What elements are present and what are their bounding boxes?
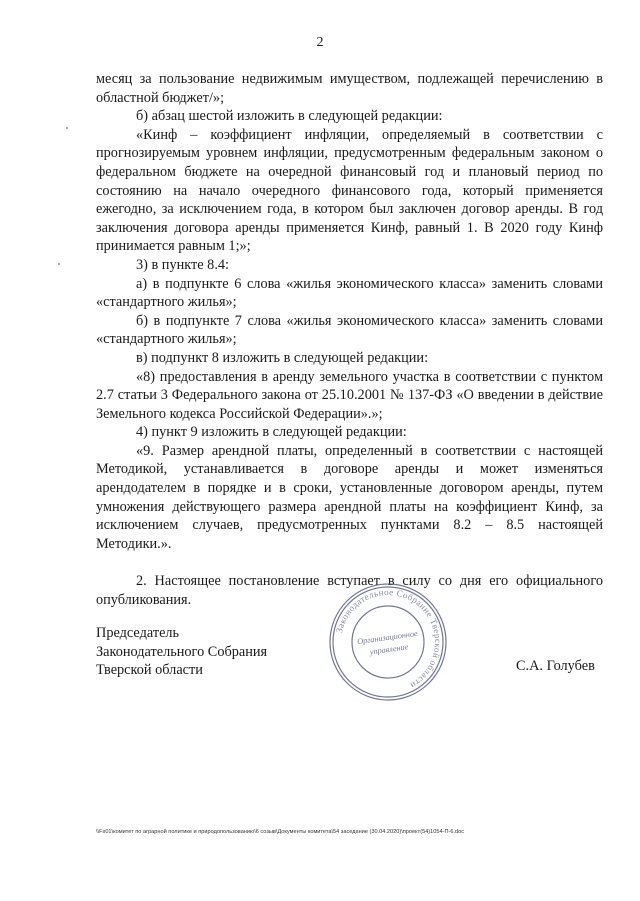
paragraph-subitem-a: а) в подпункте 6 слова «жилья экономического класса» заменить словами «стандартного жилья»;: [96, 275, 603, 311]
paragraph-item-b: б) абзац шестой изложить в следующей редакции:: [136, 108, 443, 125]
seal-ring-text: Законодательное Собрание Тверской области: [333, 586, 444, 691]
page-number: 2: [316, 35, 324, 50]
scan-speck: [66, 127, 68, 129]
paragraph-subitem-v: в) подпункт 8 изложить в следующей редакции:: [136, 349, 429, 366]
file-path-footer: \\Fs01\комитет по аграрной политике и природопользованию\6 созыв\Документы комитета\54 заседание (30.04.2020)\проект(54)1054-П-6.doc: [96, 829, 465, 835]
scan-speck: [58, 263, 60, 265]
signature-block: [96, 624, 267, 680]
paragraph-item-4: 4) пункт 9 изложить в следующей редакции:: [136, 424, 407, 441]
signatory-title-line: Законодательного Собрания: [96, 643, 268, 660]
seal-center-line-2: управление: [369, 642, 409, 657]
signatory-name: С.А. Голубев: [516, 658, 595, 674]
seal-center-line-1: Организационное: [356, 628, 419, 647]
paragraph-subitem-b: б) в подпункте 7 слова «жилья экономического класса» заменить словами «стандартного жилья»;: [96, 312, 603, 348]
paragraph-effective-date: 2. Настоящее постановление вступает в силу со дня его официального опубликования.: [96, 573, 603, 609]
paragraph-item-9-text: «9. Размер арендной платы, определенный в соответствии с настоящей Методикой, устанавливается в договоре аренды и может изменяться арендодателем в порядке и в сроки, установленные договором аренды, путем умножения действующего размера арендной платы на коэффициент Кинф, за исключением случаев, предусмотренных пунктами 8.2 – 8.5 настоящей Методики.».: [96, 442, 603, 552]
paragraph-item-3: 3) в пункте 8.4:: [136, 256, 230, 273]
signatory-title-line: Тверской области: [96, 662, 203, 679]
seal-outer-ring: [330, 584, 446, 700]
document-body: [96, 70, 603, 610]
signatory-title-line: Председатель: [96, 625, 180, 641]
paragraph-kinf-definition: «Кинф – коэффициент инфляции, определяемый в соответствии с прогнозируемым уровнем инфляции, предусмотренным федеральным законом о федеральном бюджете на очередной финансовый год и плановый период по состоянию на начало очередного финансового года, который применяется ежегодно, за исключением года, в котором был заключен договор аренды. В год заключения договора аренды применяется Кинф, равный 1. В 2020 году Кинф принимается равным 1;»;: [96, 126, 603, 255]
official-seal-stamp: [326, 580, 450, 704]
seal-graphic: [326, 580, 450, 704]
paragraph-continuation: месяц за пользование недвижимым имуществом, подлежащей перечислению в областной бюджет/»;: [96, 71, 603, 106]
paragraph-subitem-8-text: «8) предоставления в аренду земельного участка в соответствии с пунктом 2.7 статьи 3 Федерального закона от 25.10.2001 № 137-ФЗ «О введении в действие Земельного кодекса Российской Федерации».»;: [96, 368, 603, 422]
